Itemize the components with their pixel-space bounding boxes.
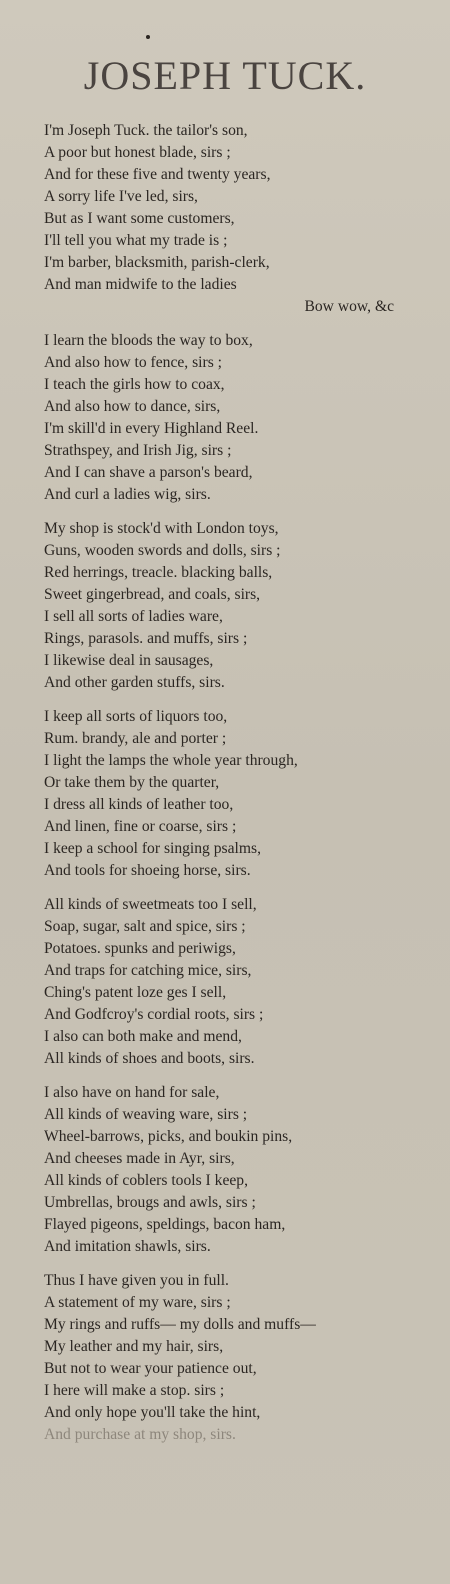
verse-line: Sweet gingerbread, and coals, sirs,	[44, 586, 261, 603]
verse-line: And traps for catching mice, sirs,	[44, 962, 252, 979]
stanza	[44, 1082, 439, 1258]
verse-line: I here will make a stop. sirs ;	[44, 1382, 225, 1399]
stanza	[44, 330, 439, 506]
verse-line: I keep all sorts of liquors too,	[44, 708, 228, 725]
stanza	[44, 706, 439, 882]
verse-line: And purchase at my shop, sirs.	[44, 1426, 236, 1443]
verse-line: A statement of my ware, sirs ;	[44, 1294, 231, 1311]
verse-line: I learn the bloods the way to box,	[44, 332, 253, 349]
verse-line: And Godfcroy's cordial roots, sirs ;	[44, 1006, 264, 1023]
verse-line: And only hope you'll take the hint,	[44, 1404, 261, 1421]
stanza	[44, 120, 439, 318]
verse-line: All kinds of coblers tools I keep,	[44, 1172, 248, 1189]
verse-line: My shop is stock'd with London toys,	[44, 520, 279, 537]
verse-line: And I can shave a parson's beard,	[44, 464, 253, 481]
verse-line: And for these five and twenty years,	[44, 166, 271, 183]
stanza	[44, 518, 439, 694]
verse-line: Ching's patent loze ges I sell,	[44, 984, 227, 1001]
verse-line: Umbrellas, brougs and awls, sirs ;	[44, 1194, 256, 1211]
verse-line: I dress all kinds of leather too,	[44, 796, 234, 813]
verse-line: Soap, sugar, salt and spice, sirs ;	[44, 918, 246, 935]
verse-line: A sorry life I've led, sirs,	[44, 188, 198, 205]
verse-line: I sell all sorts of ladies ware,	[44, 608, 223, 625]
verse-line: I'm barber, blacksmith, parish-clerk,	[44, 254, 270, 271]
verse-line: I'm Joseph Tuck. the tailor's son,	[44, 122, 248, 139]
verse-line: I likewise deal in sausages,	[44, 652, 214, 669]
page-title: JOSEPH TUCK.	[83, 53, 367, 98]
verse-line: And curl a ladies wig, sirs.	[44, 486, 211, 503]
verse-line: Potatoes. spunks and periwigs,	[44, 940, 236, 957]
verse-line: Thus I have given you in full.	[44, 1272, 229, 1289]
verse-line: I teach the girls how to coax,	[44, 376, 225, 393]
verse-line: My rings and ruffs— my dolls and muffs—	[44, 1316, 316, 1333]
verse-line: Or take them by the quarter,	[44, 774, 220, 791]
ink-dot	[146, 35, 150, 39]
verse-line: I also can both make and mend,	[44, 1028, 242, 1045]
verse-line: And also how to dance, sirs,	[44, 398, 221, 415]
verse-line: Rum. brandy, ale and porter ;	[44, 730, 227, 747]
verse-line: Wheel-barrows, picks, and boukin pins,	[44, 1128, 293, 1145]
verse-line: But as I want some customers,	[44, 210, 235, 227]
poem	[44, 120, 439, 1458]
verse-line: A poor but honest blade, sirs ;	[44, 144, 231, 161]
verse-line: And other garden stuffs, sirs.	[44, 674, 225, 691]
verse-line: And cheeses made in Ayr, sirs,	[44, 1150, 235, 1167]
verse-line: I keep a school for singing psalms,	[44, 840, 261, 857]
verse-line: I light the lamps the whole year through,	[44, 752, 298, 769]
verse-line: All kinds of sweetmeats too I sell,	[44, 896, 257, 913]
verse-line: I'll tell you what my trade is ;	[44, 232, 228, 249]
verse-line: But not to wear your patience out,	[44, 1360, 257, 1377]
verse-line: Red herrings, treacle. blacking balls,	[44, 564, 273, 581]
verse-line: And linen, fine or coarse, sirs ;	[44, 818, 237, 835]
verse-line: Guns, wooden swords and dolls, sirs ;	[44, 542, 281, 559]
verse-line: And imitation shawls, sirs.	[44, 1238, 211, 1255]
refrain-line: Bow wow, &c	[304, 298, 394, 315]
verse-line: My leather and my hair, sirs,	[44, 1338, 224, 1355]
verse-line: And tools for shoeing horse, sirs.	[44, 862, 251, 879]
stanza	[44, 894, 439, 1070]
verse-line: Rings, parasols. and muffs, sirs ;	[44, 630, 248, 647]
verse-line: All kinds of shoes and boots, sirs.	[44, 1050, 255, 1067]
verse-line: I also have on hand for sale,	[44, 1084, 220, 1101]
verse-line: And also how to fence, sirs ;	[44, 354, 222, 371]
verse-line: And man midwife to the ladies	[44, 276, 237, 293]
verse-line: All kinds of weaving ware, sirs ;	[44, 1106, 248, 1123]
verse-line: I'm skill'd in every Highland Reel.	[44, 420, 259, 437]
verse-line: Strathspey, and Irish Jig, sirs ;	[44, 442, 232, 459]
stanza	[44, 1270, 439, 1446]
verse-line: Flayed pigeons, speldings, bacon ham,	[44, 1216, 286, 1233]
